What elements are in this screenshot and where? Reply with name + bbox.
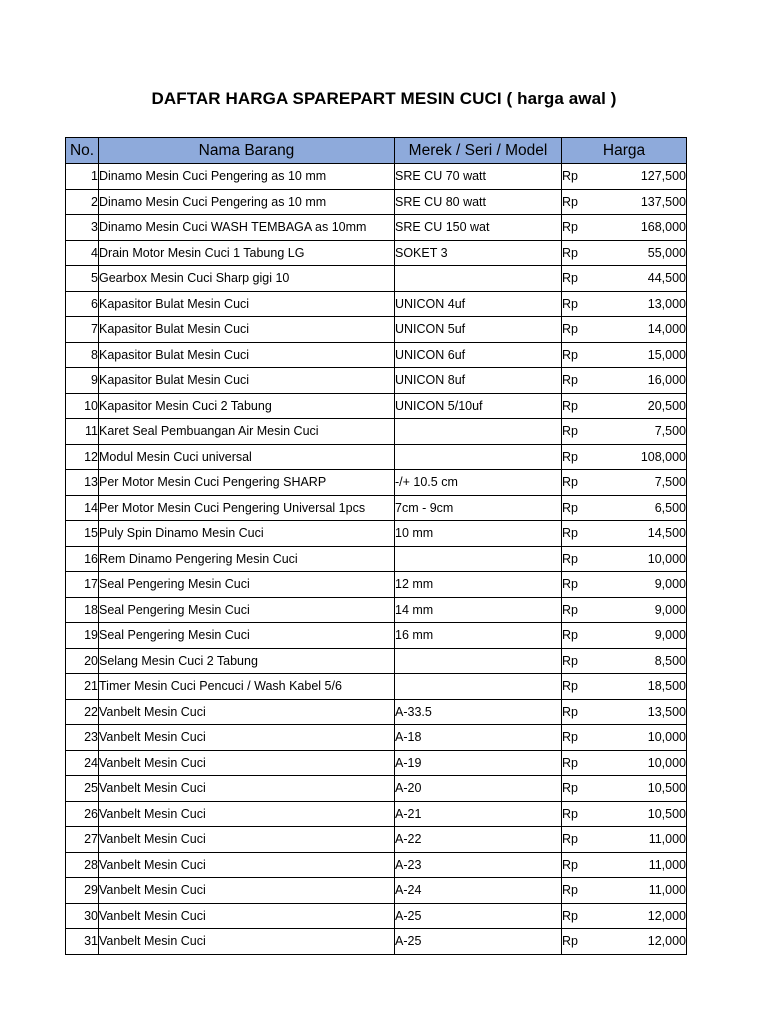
currency-label: Rp — [562, 806, 578, 821]
cell-merek-seri-model: -/+ 10.5 cm — [395, 470, 562, 496]
cell-merek-seri-model: A-25 — [395, 929, 562, 955]
cell-no: 1 — [66, 164, 99, 190]
cell-merek-seri-model — [395, 419, 562, 445]
cell-no: 31 — [66, 929, 99, 955]
cell-nama-barang: Dinamo Mesin Cuci Pengering as 10 mm — [99, 189, 395, 215]
cell-nama-barang: Vanbelt Mesin Cuci — [99, 801, 395, 827]
currency-label: Rp — [562, 245, 578, 260]
cell-merek-seri-model: SRE CU 70 watt — [395, 164, 562, 190]
cell-merek-seri-model: 10 mm — [395, 521, 562, 547]
cell-no: 14 — [66, 495, 99, 521]
price-value: 10,000 — [647, 755, 686, 770]
cell-no: 17 — [66, 572, 99, 598]
cell-nama-barang: Seal Pengering Mesin Cuci — [99, 597, 395, 623]
table-row — [66, 368, 687, 394]
price-value: 9,000 — [654, 602, 686, 617]
header-merek-seri-model: Merek / Seri / Model — [395, 138, 562, 164]
table-row — [66, 827, 687, 853]
cell-no: 12 — [66, 444, 99, 470]
price-value: 9,000 — [654, 577, 686, 592]
header-harga: Harga — [562, 138, 687, 164]
cell-merek-seri-model: A-18 — [395, 725, 562, 751]
cell-no: 22 — [66, 699, 99, 725]
cell-merek-seri-model: A-20 — [395, 776, 562, 802]
price-value: 10,500 — [647, 781, 686, 796]
cell-harga — [562, 903, 687, 929]
cell-harga — [562, 368, 687, 394]
cell-nama-barang: Vanbelt Mesin Cuci — [99, 852, 395, 878]
currency-label: Rp — [562, 857, 578, 872]
cell-merek-seri-model — [395, 674, 562, 700]
cell-harga — [562, 393, 687, 419]
cell-harga — [562, 725, 687, 751]
cell-nama-barang: Timer Mesin Cuci Pencuci / Wash Kabel 5/6 — [99, 674, 395, 700]
price-value: 12,000 — [647, 934, 686, 949]
currency-label: Rp — [562, 577, 578, 592]
cell-nama-barang: Drain Motor Mesin Cuci 1 Tabung LG — [99, 240, 395, 266]
cell-no: 5 — [66, 266, 99, 292]
price-value: 10,500 — [647, 806, 686, 821]
currency-label: Rp — [562, 704, 578, 719]
cell-nama-barang: Vanbelt Mesin Cuci — [99, 827, 395, 853]
table-row — [66, 725, 687, 751]
cell-nama-barang: Vanbelt Mesin Cuci — [99, 878, 395, 904]
table-row — [66, 495, 687, 521]
price-value: 11,000 — [648, 883, 686, 898]
cell-merek-seri-model — [395, 546, 562, 572]
cell-no: 4 — [66, 240, 99, 266]
price-value: 9,000 — [654, 628, 686, 643]
cell-no: 19 — [66, 623, 99, 649]
cell-harga — [562, 750, 687, 776]
cell-no: 11 — [66, 419, 99, 445]
table-row — [66, 240, 687, 266]
cell-harga — [562, 623, 687, 649]
cell-harga — [562, 342, 687, 368]
cell-no: 13 — [66, 470, 99, 496]
table-row — [66, 266, 687, 292]
cell-merek-seri-model: A-19 — [395, 750, 562, 776]
currency-label: Rp — [562, 449, 578, 464]
currency-label: Rp — [562, 373, 578, 388]
price-value: 13,000 — [647, 296, 686, 311]
cell-merek-seri-model: SOKET 3 — [395, 240, 562, 266]
cell-no: 30 — [66, 903, 99, 929]
table-row — [66, 470, 687, 496]
table-row — [66, 419, 687, 445]
cell-nama-barang: Vanbelt Mesin Cuci — [99, 929, 395, 955]
header-no: No. — [66, 138, 99, 164]
price-value: 13,500 — [647, 704, 686, 719]
price-value: 8,500 — [654, 653, 686, 668]
table-row — [66, 215, 687, 241]
cell-nama-barang: Puly Spin Dinamo Mesin Cuci — [99, 521, 395, 547]
cell-no: 15 — [66, 521, 99, 547]
currency-label: Rp — [562, 883, 578, 898]
cell-no: 10 — [66, 393, 99, 419]
table-row — [66, 189, 687, 215]
currency-label: Rp — [562, 500, 578, 515]
cell-merek-seri-model: UNICON 8uf — [395, 368, 562, 394]
currency-label: Rp — [562, 832, 578, 847]
table-row — [66, 342, 687, 368]
cell-harga — [562, 827, 687, 853]
price-value: 6,500 — [654, 500, 686, 515]
cell-nama-barang: Per Motor Mesin Cuci Pengering Universal 1pcs — [99, 495, 395, 521]
cell-merek-seri-model: UNICON 5uf — [395, 317, 562, 343]
cell-merek-seri-model: A-21 — [395, 801, 562, 827]
cell-harga — [562, 164, 687, 190]
cell-merek-seri-model: A-25 — [395, 903, 562, 929]
header-nama-barang: Nama Barang — [99, 138, 395, 164]
document-title: DAFTAR HARGA SPAREPART MESIN CUCI ( harga awal ) — [151, 89, 617, 108]
price-value: 14,000 — [647, 322, 686, 337]
table-row — [66, 623, 687, 649]
cell-no: 24 — [66, 750, 99, 776]
cell-nama-barang: Vanbelt Mesin Cuci — [99, 725, 395, 751]
cell-nama-barang: Vanbelt Mesin Cuci — [99, 776, 395, 802]
price-value: 20,500 — [647, 398, 686, 413]
table-row — [66, 674, 687, 700]
cell-harga — [562, 419, 687, 445]
cell-merek-seri-model: SRE CU 150 wat — [395, 215, 562, 241]
table-row — [66, 393, 687, 419]
cell-nama-barang: Modul Mesin Cuci universal — [99, 444, 395, 470]
table-row — [66, 903, 687, 929]
currency-label: Rp — [562, 679, 578, 694]
price-value: 10,000 — [647, 730, 686, 745]
cell-merek-seri-model: 16 mm — [395, 623, 562, 649]
cell-harga — [562, 699, 687, 725]
currency-label: Rp — [562, 653, 578, 668]
price-value: 15,000 — [647, 347, 686, 362]
cell-harga — [562, 674, 687, 700]
cell-nama-barang: Karet Seal Pembuangan Air Mesin Cuci — [99, 419, 395, 445]
cell-nama-barang: Rem Dinamo Pengering Mesin Cuci — [99, 546, 395, 572]
cell-nama-barang: Dinamo Mesin Cuci WASH TEMBAGA as 10mm — [99, 215, 395, 241]
cell-merek-seri-model: 7cm - 9cm — [395, 495, 562, 521]
currency-label: Rp — [562, 169, 578, 184]
cell-merek-seri-model: UNICON 5/10uf — [395, 393, 562, 419]
cell-harga — [562, 521, 687, 547]
price-value: 18,500 — [647, 679, 686, 694]
cell-nama-barang: Kapasitor Bulat Mesin Cuci — [99, 342, 395, 368]
table-row — [66, 929, 687, 955]
table-row — [66, 291, 687, 317]
price-value: 137,500 — [640, 194, 686, 209]
cell-harga — [562, 929, 687, 955]
cell-merek-seri-model: UNICON 4uf — [395, 291, 562, 317]
cell-nama-barang: Seal Pengering Mesin Cuci — [99, 572, 395, 598]
cell-merek-seri-model — [395, 266, 562, 292]
cell-merek-seri-model: SRE CU 80 watt — [395, 189, 562, 215]
price-value: 168,000 — [640, 220, 686, 235]
price-value: 11,000 — [648, 832, 686, 847]
cell-merek-seri-model — [395, 444, 562, 470]
table-row — [66, 801, 687, 827]
cell-harga — [562, 470, 687, 496]
cell-harga — [562, 572, 687, 598]
price-value: 108,000 — [640, 449, 686, 464]
currency-label: Rp — [562, 322, 578, 337]
price-value: 11,000 — [648, 857, 686, 872]
cell-no: 18 — [66, 597, 99, 623]
cell-nama-barang: Kapasitor Bulat Mesin Cuci — [99, 368, 395, 394]
table-row — [66, 852, 687, 878]
table-row — [66, 648, 687, 674]
table-row — [66, 699, 687, 725]
cell-harga — [562, 189, 687, 215]
cell-nama-barang: Vanbelt Mesin Cuci — [99, 750, 395, 776]
price-value: 127,500 — [640, 169, 686, 184]
currency-label: Rp — [562, 475, 578, 490]
currency-label: Rp — [562, 628, 578, 643]
cell-no: 8 — [66, 342, 99, 368]
currency-label: Rp — [562, 781, 578, 796]
cell-merek-seri-model: A-22 — [395, 827, 562, 853]
cell-no: 7 — [66, 317, 99, 343]
currency-label: Rp — [562, 908, 578, 923]
currency-label: Rp — [562, 602, 578, 617]
cell-merek-seri-model — [395, 648, 562, 674]
cell-harga — [562, 495, 687, 521]
table-row — [66, 521, 687, 547]
currency-label: Rp — [562, 424, 578, 439]
price-value: 10,000 — [647, 551, 686, 566]
table-row — [66, 750, 687, 776]
table-row — [66, 444, 687, 470]
price-value: 55,000 — [647, 245, 686, 260]
currency-label: Rp — [562, 220, 578, 235]
cell-harga — [562, 597, 687, 623]
currency-label: Rp — [562, 755, 578, 770]
table-row — [66, 164, 687, 190]
cell-merek-seri-model: 12 mm — [395, 572, 562, 598]
currency-label: Rp — [562, 730, 578, 745]
table-body — [66, 164, 687, 955]
cell-harga — [562, 878, 687, 904]
table-row — [66, 776, 687, 802]
cell-harga — [562, 648, 687, 674]
cell-no: 29 — [66, 878, 99, 904]
cell-no: 6 — [66, 291, 99, 317]
cell-harga — [562, 776, 687, 802]
cell-harga — [562, 546, 687, 572]
cell-nama-barang: Kapasitor Mesin Cuci 2 Tabung — [99, 393, 395, 419]
cell-merek-seri-model: A-23 — [395, 852, 562, 878]
cell-no: 21 — [66, 674, 99, 700]
table-row — [66, 572, 687, 598]
cell-no: 3 — [66, 215, 99, 241]
price-table — [65, 137, 687, 955]
cell-nama-barang: Vanbelt Mesin Cuci — [99, 903, 395, 929]
cell-no: 2 — [66, 189, 99, 215]
cell-merek-seri-model: A-24 — [395, 878, 562, 904]
cell-no: 16 — [66, 546, 99, 572]
price-value: 16,000 — [647, 373, 686, 388]
cell-merek-seri-model: A-33.5 — [395, 699, 562, 725]
currency-label: Rp — [562, 194, 578, 209]
cell-no: 9 — [66, 368, 99, 394]
cell-harga — [562, 266, 687, 292]
cell-nama-barang: Seal Pengering Mesin Cuci — [99, 623, 395, 649]
cell-nama-barang: Vanbelt Mesin Cuci — [99, 699, 395, 725]
cell-no: 28 — [66, 852, 99, 878]
price-value: 44,500 — [647, 271, 686, 286]
cell-harga — [562, 291, 687, 317]
currency-label: Rp — [562, 934, 578, 949]
cell-no: 25 — [66, 776, 99, 802]
currency-label: Rp — [562, 526, 578, 541]
table-row — [66, 546, 687, 572]
currency-label: Rp — [562, 551, 578, 566]
cell-merek-seri-model: 14 mm — [395, 597, 562, 623]
currency-label: Rp — [562, 398, 578, 413]
currency-label: Rp — [562, 347, 578, 362]
price-value: 7,500 — [654, 475, 686, 490]
currency-label: Rp — [562, 296, 578, 311]
table-header — [66, 138, 687, 164]
cell-no: 20 — [66, 648, 99, 674]
price-value: 12,000 — [647, 908, 686, 923]
cell-nama-barang: Selang Mesin Cuci 2 Tabung — [99, 648, 395, 674]
cell-no: 27 — [66, 827, 99, 853]
price-value: 14,500 — [647, 526, 686, 541]
cell-harga — [562, 801, 687, 827]
cell-nama-barang: Kapasitor Bulat Mesin Cuci — [99, 317, 395, 343]
header-row — [66, 138, 687, 164]
cell-nama-barang: Kapasitor Bulat Mesin Cuci — [99, 291, 395, 317]
cell-harga — [562, 317, 687, 343]
cell-no: 23 — [66, 725, 99, 751]
table-row — [66, 317, 687, 343]
cell-no: 26 — [66, 801, 99, 827]
cell-harga — [562, 215, 687, 241]
currency-label: Rp — [562, 271, 578, 286]
cell-merek-seri-model: UNICON 6uf — [395, 342, 562, 368]
table-row — [66, 597, 687, 623]
table-row — [66, 878, 687, 904]
cell-nama-barang: Per Motor Mesin Cuci Pengering SHARP — [99, 470, 395, 496]
price-value: 7,500 — [654, 424, 686, 439]
cell-harga — [562, 852, 687, 878]
cell-nama-barang: Gearbox Mesin Cuci Sharp gigi 10 — [99, 266, 395, 292]
cell-nama-barang: Dinamo Mesin Cuci Pengering as 10 mm — [99, 164, 395, 190]
cell-harga — [562, 240, 687, 266]
cell-harga — [562, 444, 687, 470]
